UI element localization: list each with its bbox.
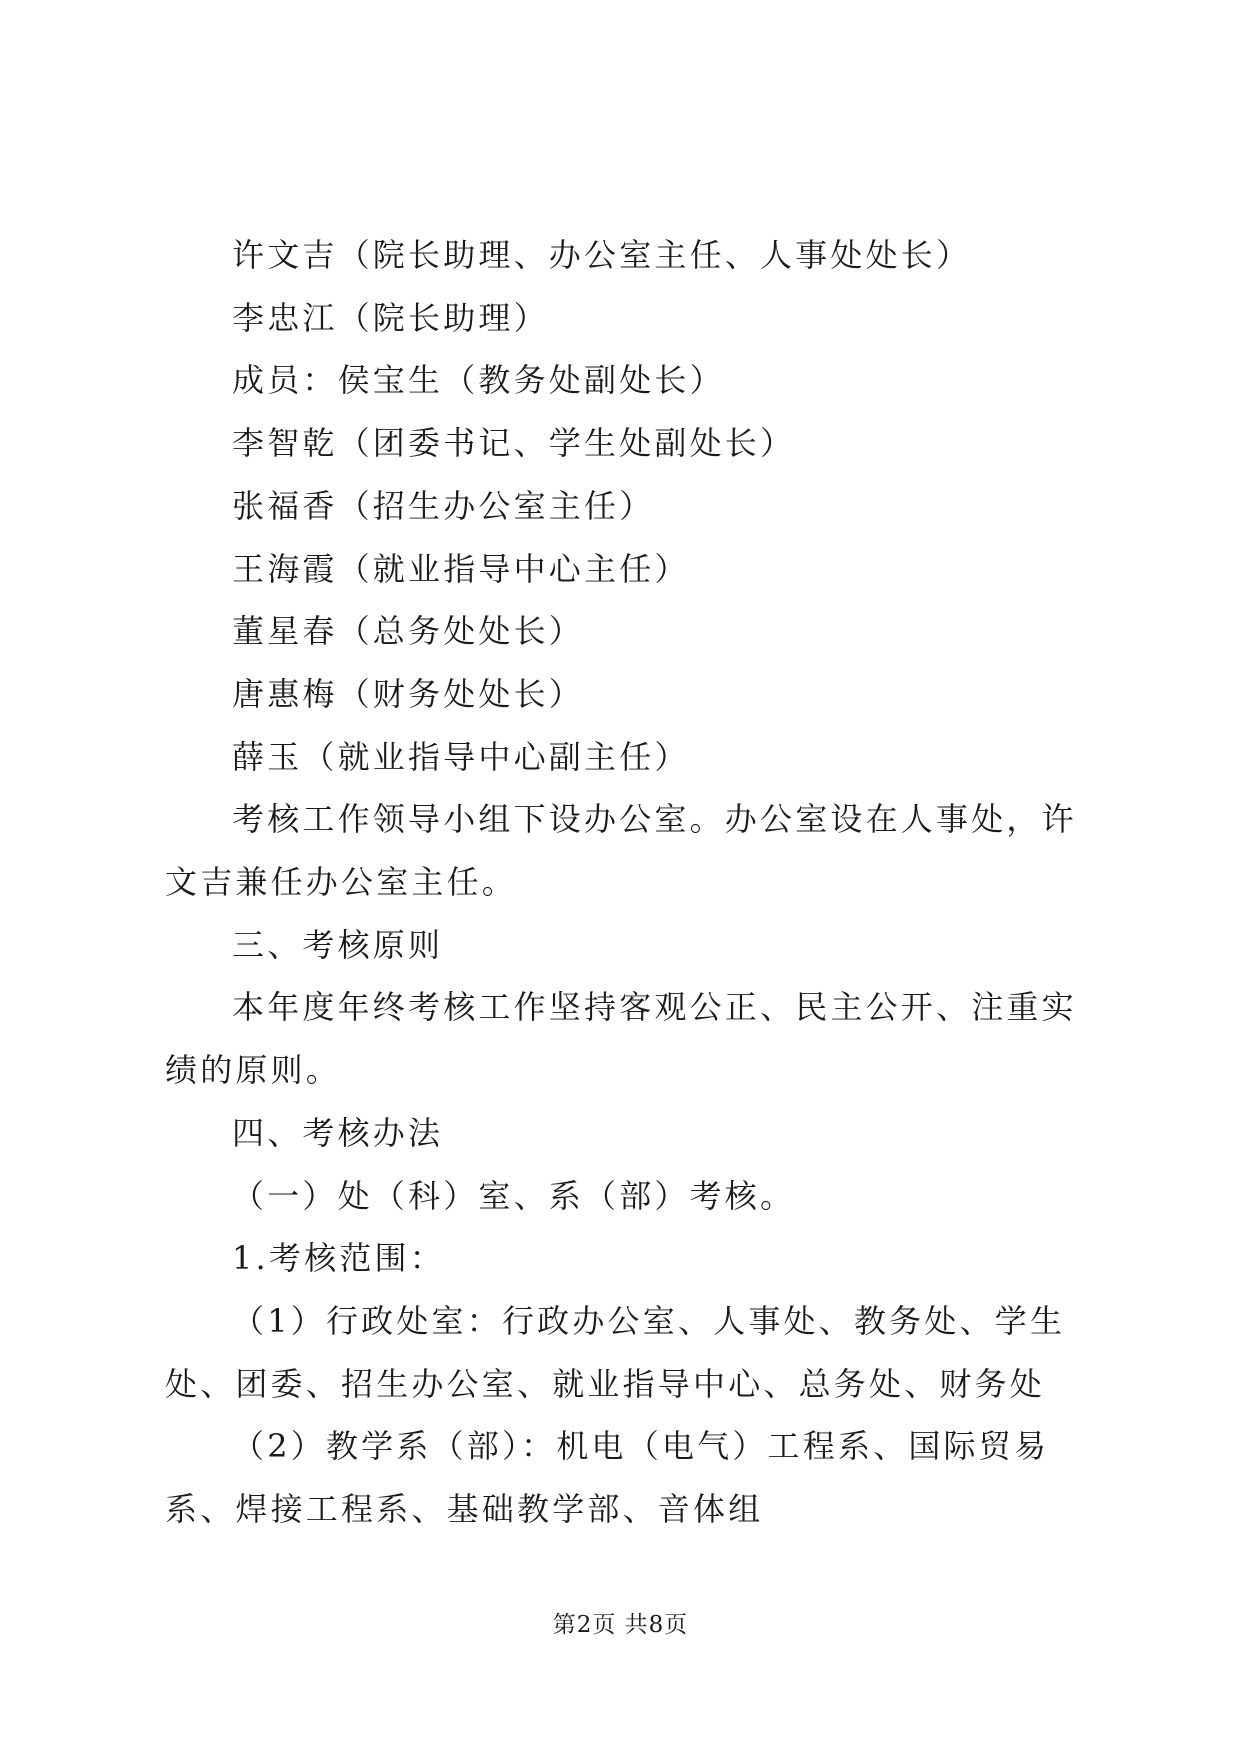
admin-offices-item: （1）行政处室：行政办公室、人事处、教务处、学生处、团委、招生办公室、就业指导中心、总务处、财务处 xyxy=(165,1301,1066,1403)
teaching-departments-item: （2）教学系（部）：机电（电气）工程系、国际贸易系、焊接工程系、基础教学部、音体组 xyxy=(165,1427,1050,1529)
member-line: 李智乾（团委书记、学生处副处长） xyxy=(232,424,796,463)
member-line: 成员：侯宝生（教务处副处长） xyxy=(232,361,725,400)
page-footer: 第2页 共8页 xyxy=(552,1612,689,1638)
member-line: 张福香（招生办公室主任） xyxy=(232,486,655,525)
member-line: 薛玉（就业指导中心副主任） xyxy=(232,737,690,776)
section-heading-principles: 三、考核原则 xyxy=(232,925,444,964)
member-line: 李忠江（院长助理） xyxy=(232,298,549,337)
document-body xyxy=(165,224,1090,1541)
member-line: 许文吉（院长助理、办公室主任、人事处处长） xyxy=(232,236,972,274)
member-line: 唐惠梅（财务处处长） xyxy=(232,674,585,713)
office-paragraph: 考核工作领导小组下设办公室。办公室设在人事处，许文吉兼任办公室主任。 xyxy=(165,800,1077,902)
member-line: 董星春（总务处处长） xyxy=(232,612,585,651)
principles-paragraph: 本年度年终考核工作坚持客观公正、民主公开、注重实绩的原则。 xyxy=(165,988,1077,1090)
subsection-heading: （一）处（科）室、系（部）考核。 xyxy=(232,1176,796,1215)
section-heading-methods: 四、考核办法 xyxy=(232,1113,444,1152)
member-line: 王海霞（就业指导中心主任） xyxy=(232,549,690,588)
scope-item: 1.考核范围： xyxy=(232,1239,445,1278)
